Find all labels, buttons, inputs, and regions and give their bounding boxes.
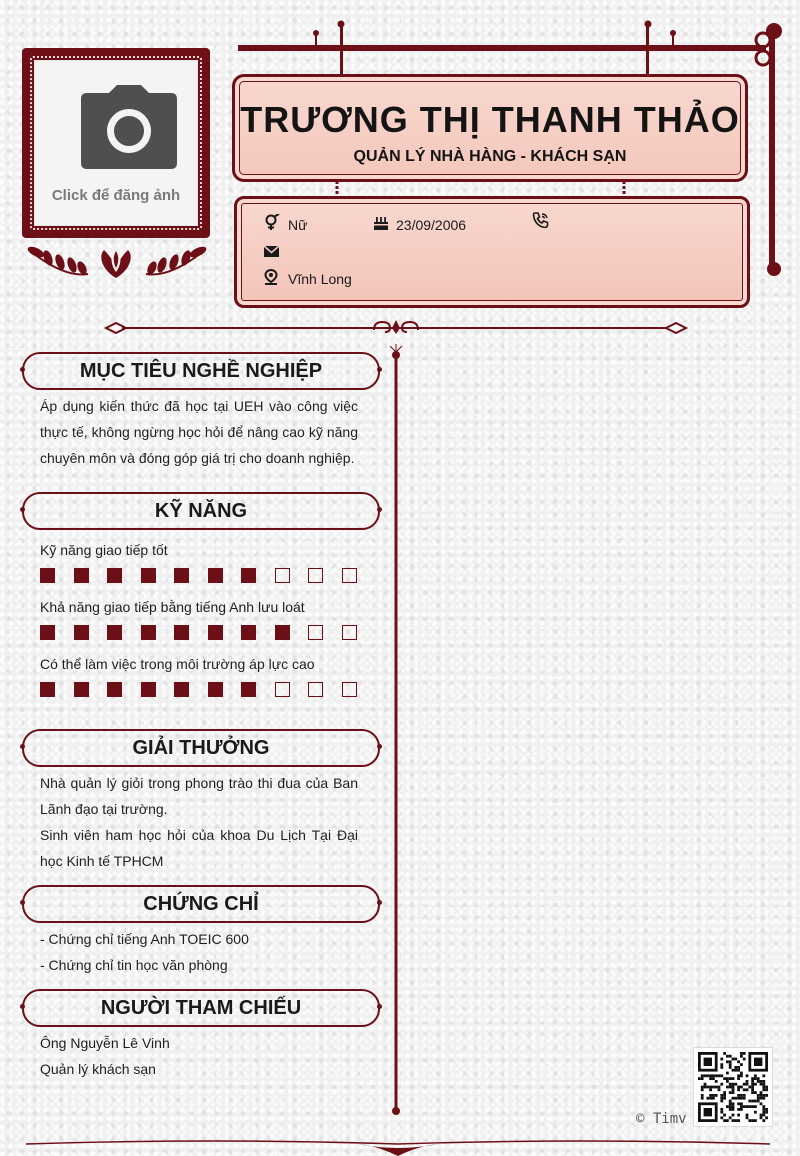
gender-value[interactable]: Nữ (288, 217, 308, 233)
location-pin-icon (263, 269, 281, 285)
skill-dot-filled (174, 682, 189, 697)
skill-dot-filled (208, 625, 223, 640)
skill-dot-filled (107, 625, 122, 640)
skill-dot-filled (141, 568, 156, 583)
phone-icon (532, 212, 550, 228)
skill-dot-filled (74, 625, 89, 640)
certificates-title[interactable]: CHỨNG CHỈ (143, 893, 259, 915)
references-title[interactable]: NGƯỜI THAM CHIẾU (100, 997, 302, 1019)
vertical-divider (384, 338, 408, 1120)
qr-code-icon[interactable] (693, 1047, 773, 1127)
skill-dot-filled (74, 682, 89, 697)
skill-dot-filled (40, 682, 55, 697)
certificates-section-header (22, 885, 380, 923)
skill-dot-filled (174, 625, 189, 640)
references-section-header (22, 989, 380, 1027)
skill-dot-filled (241, 625, 256, 640)
photo-frame[interactable] (22, 48, 210, 238)
skill-dot-filled (275, 625, 290, 640)
skill-dot-empty (308, 625, 323, 640)
awards-section-header (22, 729, 380, 767)
skill-dot-filled (241, 682, 256, 697)
skill-dot-empty (275, 682, 290, 697)
cake-icon (372, 214, 390, 230)
skill-name[interactable]: Khả năng giao tiếp bằng tiếng Anh lưu loát (40, 599, 305, 615)
envelope-icon (263, 243, 281, 259)
skills-section-header (22, 492, 380, 530)
skill-name[interactable]: Có thể làm việc trong môi trường áp lực cao (40, 656, 315, 672)
awards-text[interactable] (40, 770, 358, 874)
camera-icon (79, 85, 179, 171)
address-value[interactable]: Vĩnh Long (288, 271, 352, 287)
skill-dot-filled (141, 682, 156, 697)
skill-dot-filled (174, 568, 189, 583)
gender-icon (263, 214, 281, 230)
candidate-position[interactable]: QUẢN LÝ NHÀ HÀNG - KHÁCH SẠN (353, 148, 627, 165)
objective-section-header (22, 352, 380, 390)
skill-dot-filled (208, 568, 223, 583)
skill-dot-empty (342, 625, 357, 640)
references-text[interactable] (40, 1030, 358, 1082)
skill-dot-empty (342, 568, 357, 583)
skills-title[interactable]: KỸ NĂNG (154, 500, 248, 522)
skill-dot-filled (208, 682, 223, 697)
skill-dot-filled (241, 568, 256, 583)
skill-dot-empty (275, 568, 290, 583)
skill-dot-filled (107, 682, 122, 697)
skill-dot-empty (308, 682, 323, 697)
skill-dot-filled (40, 568, 55, 583)
skill-dot-filled (107, 568, 122, 583)
skill-dot-filled (74, 568, 89, 583)
objective-text[interactable]: Áp dụng kiến thức đã học tại UEH vào công việc thực tế, không ngừng học hỏi để nâng cao kỹ năng chuyên môn và đóng góp giá trị cho doanh nghiệp. (40, 398, 358, 466)
award-line: Nhà quản lý giỏi trong phong trào thi đua của Ban Lãnh đạo tại trường. (40, 775, 358, 817)
skill-dot-empty (342, 682, 357, 697)
photo-upload-caption: Click để đăng ảnh (51, 187, 181, 204)
reference-line: Quản lý khách sạn (40, 1061, 156, 1077)
bottom-ornament (26, 1136, 770, 1156)
award-line: Sinh viên ham học hỏi của khoa Du Lịch Tại Đại học Kinh tế TPHCM (40, 827, 358, 869)
skill-dot-empty (308, 568, 323, 583)
certificates-text[interactable] (40, 926, 358, 978)
skill-name[interactable]: Kỹ năng giao tiếp tốt (40, 542, 168, 558)
footer-note: © Timv (636, 1111, 687, 1127)
certificate-line: - Chứng chỉ tiếng Anh TOEIC 600 (40, 931, 249, 947)
objective-title[interactable]: MỤC TIÊU NGHỀ NGHIỆP (79, 360, 323, 382)
certificate-line: - Chứng chỉ tin học văn phòng (40, 957, 228, 973)
reference-line: Ông Nguyễn Lê Vinh (40, 1035, 170, 1051)
skill-dot-filled (40, 625, 55, 640)
laurel-ornament-icon (24, 242, 210, 282)
contact-info-panel (234, 196, 750, 308)
candidate-name[interactable]: TRƯƠNG THỊ THANH THẢO (240, 99, 740, 140)
awards-title[interactable]: GIẢI THƯỞNG (132, 737, 270, 759)
photo-placeholder[interactable] (34, 60, 198, 226)
birthday-value[interactable]: 23/09/2006 (396, 217, 467, 233)
skill-dot-filled (141, 625, 156, 640)
title-sign (232, 74, 748, 182)
